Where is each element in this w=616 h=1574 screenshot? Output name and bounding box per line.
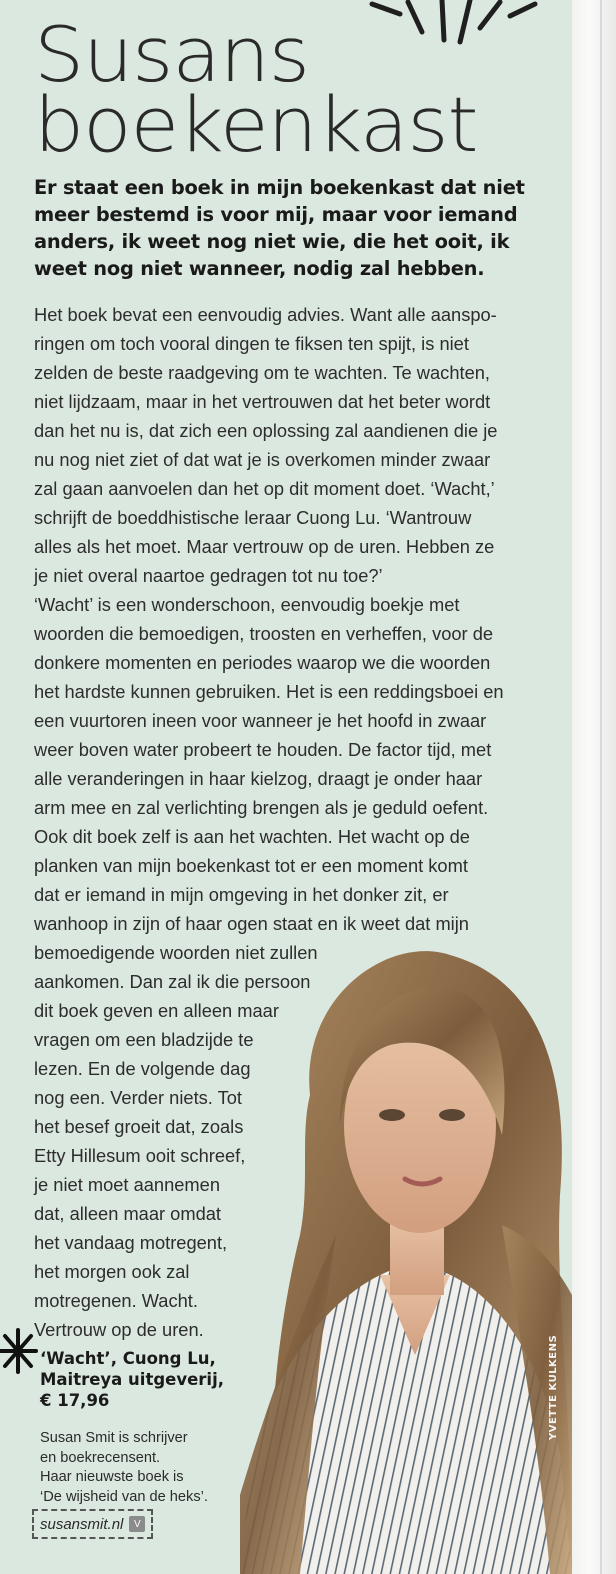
intro-text: Er staat een boek in mijn boekenkast dat niet meer bestemd is voor mij, maar voor iemand anders, ik weet nog niet wie, die het ooit, ik weet nog niet wanneer, nodig zal hebben. — [34, 176, 525, 280]
photo-credit: YVETTE KULKENS — [548, 1334, 559, 1440]
page-edge — [572, 0, 616, 1574]
body-text: Het boek bevat een eenvoudig advies. Want alle aanspo- ringen om toch vooral dingen te fiksen ten spijt, is niet zelden de beste raadgeving om te wachten. Te wachten, niet lijdzaam, maar in het vertrouwen dat het beter wordt dan het nu is, dat zich een oplossing zal aandienen die je nu nog niet ziet of dat wat je is overkomen minder zwaar zal gaan aanvoelen dan het op dit moment doet. ‘Wacht,’ schrijft de boeddhistische leraar Cuong Lu. ‘Wantrouw alles als het moet. Maar vertrouw op de uren. Hebben ze je niet overal naartoe gedragen tot nu toe?’ ‘Wacht’ is een wonderschoon, eenvoudig boekje met woorden die bemoedigen, troosten en verheffen, voor de donkere momenten en periodes waarop we die woorden het hardste kunnen gebruiken. Het is een reddingsboei en een vuurtoren ineen voor wanneer je het hoofd in zwaar weer boven water probeert te houden. De factor tijd, met alle veranderingen in haar kielzog, draagt je onder haar arm mee en zal verlichting brengen als je geduld oefent. Ook dit boek zelf is aan het wachten. Het wacht op de planken van mijn boekenkast tot er een moment komt dat er iemand in mijn omgeving in het donker zit, er wanhoop in zijn of haar ogen staat en ik weet dat mijn bemoedigende woorden niet zullen aankomen. Dan zal ik die persoon dit boek geven en alleen maar vragen om een bladzijde te lezen. En de volgende dag nog een. Verder niets. Tot het besef groeit dat, zoals Etty Hillesum ooit schreef, je niet moet aannemen dat, alleen maar omdat het vandaag motregent, het morgen ook zal motregenen. Wacht. Vertrouw op de uren. — [34, 304, 504, 1340]
page-title — [34, 10, 478, 169]
title-line-2: boekenkast — [34, 80, 478, 169]
page-fold-line — [600, 0, 602, 1574]
site-badge-icon: V — [129, 1516, 145, 1532]
author-photo — [240, 935, 572, 1574]
website-link[interactable]: susansmit.nl — [40, 1515, 124, 1533]
title-line-1: Susans — [34, 10, 309, 99]
star-burst-icon — [0, 1326, 38, 1376]
author-bio: Susan Smit is schrijver en boekrecensent. Haar nieuwste boek is ‘De wijsheid van de heks’. — [40, 1430, 208, 1505]
book-info: ‘Wacht’, Cuong Lu, Maitreya uitgeverij, € 17,96 — [40, 1349, 225, 1410]
website-box[interactable] — [32, 1509, 153, 1539]
